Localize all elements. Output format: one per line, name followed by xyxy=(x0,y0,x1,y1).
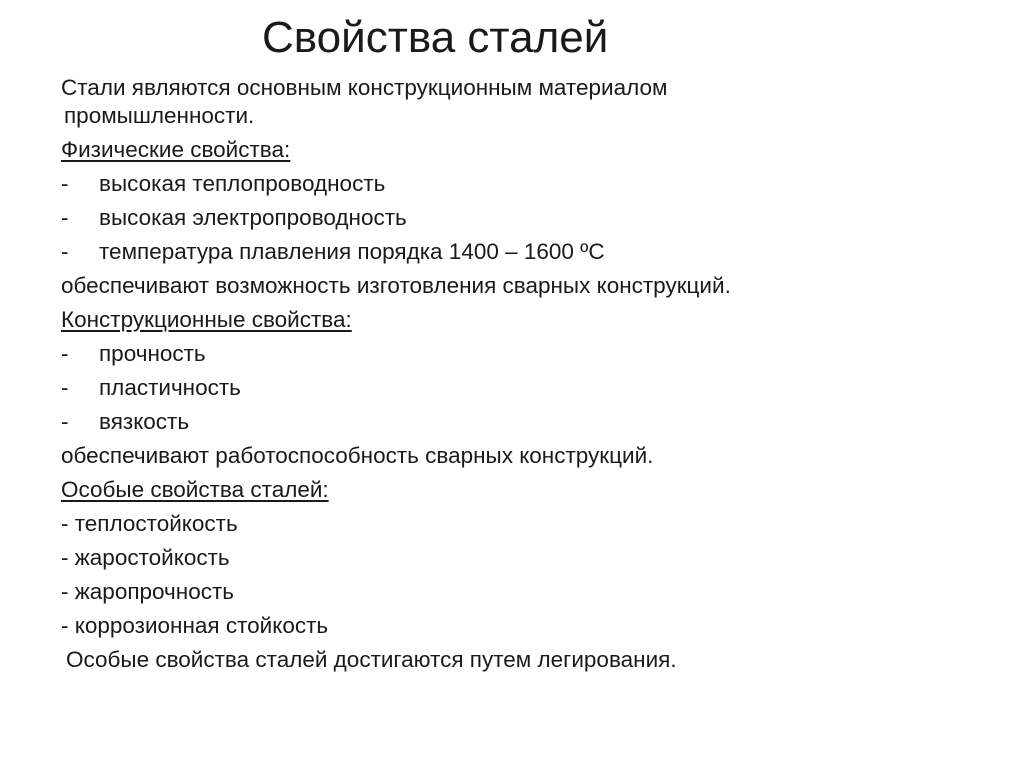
structural-properties-conclusion: обеспечивают работоспособность сварных конструкций. xyxy=(61,443,654,468)
list-item xyxy=(61,204,991,232)
list-item-text: температура плавления порядка 1400 – 1600 ºС xyxy=(99,239,605,264)
list-item xyxy=(61,408,991,436)
list-item xyxy=(61,340,991,368)
list-item-text: пластичность xyxy=(99,375,241,400)
intro-line-1: Стали являются основным конструкционным материалом xyxy=(61,75,668,100)
bullet-dash: - xyxy=(61,341,69,366)
bullet-dash: - xyxy=(61,171,69,196)
list-item: - жаростойкость xyxy=(61,545,230,570)
physical-properties-heading: Физические свойства: xyxy=(61,137,291,162)
physical-properties-conclusion: обеспечивают возможность изготовления сварных конструкций. xyxy=(61,273,731,298)
intro-paragraph xyxy=(61,74,991,130)
structural-properties-heading: Конструкционные свойства: xyxy=(61,307,352,332)
bullet-dash: - xyxy=(61,205,69,230)
bullet-dash: - xyxy=(61,409,69,434)
bullet-dash: - xyxy=(61,375,69,400)
intro-line-2: промышленности. xyxy=(64,103,255,128)
list-item: - теплостойкость xyxy=(61,511,238,536)
list-item-text: высокая электропроводность xyxy=(99,205,407,230)
list-item: - жаропрочность xyxy=(61,579,234,604)
slide-title: Свойства сталей xyxy=(262,13,609,62)
list-item xyxy=(61,170,991,198)
bullet-dash: - xyxy=(61,239,69,264)
list-item: - коррозионная стойкость xyxy=(61,613,329,638)
list-item xyxy=(61,374,991,402)
list-item-text: прочность xyxy=(99,341,206,366)
list-item-text: вязкость xyxy=(99,409,190,434)
special-properties-heading: Особые свойства сталей: xyxy=(61,477,329,502)
slide-body xyxy=(61,74,991,680)
final-statement: Особые свойства сталей достигаются путем легирования. xyxy=(66,647,677,672)
list-item-text: высокая теплопроводность xyxy=(99,171,386,196)
list-item xyxy=(61,238,991,266)
